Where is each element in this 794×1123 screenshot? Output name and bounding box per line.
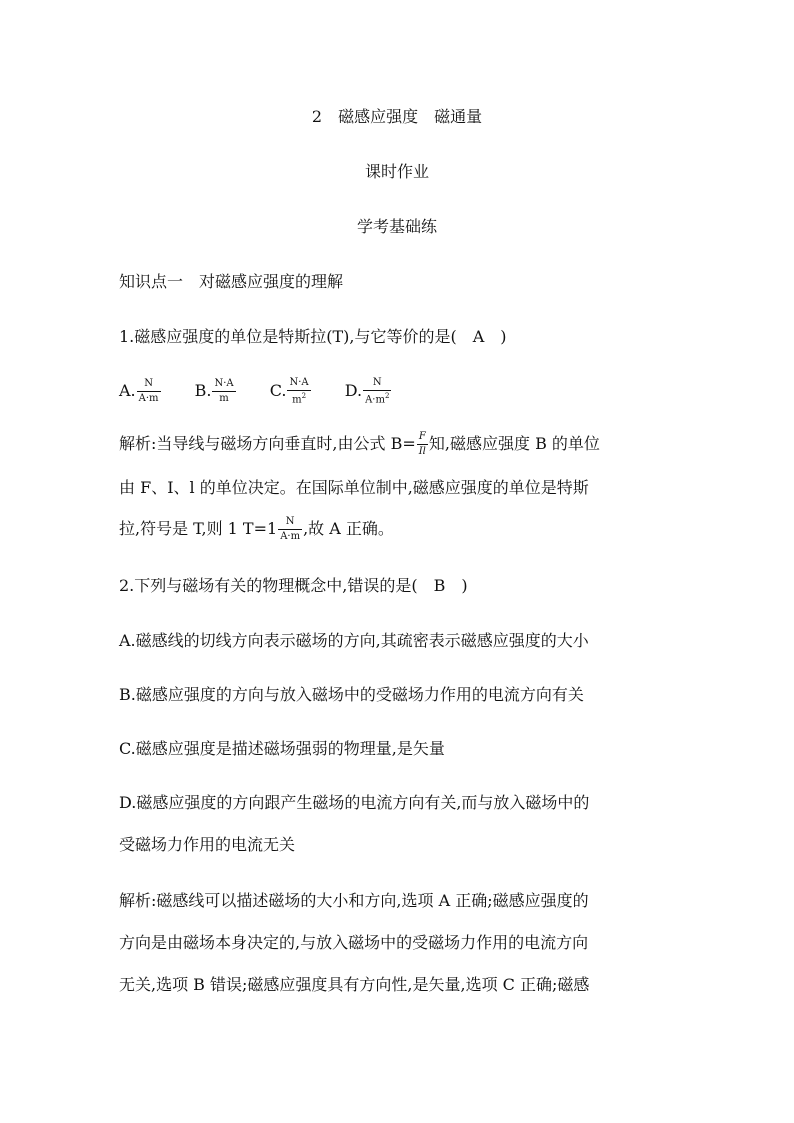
option-a: A. $\frac{N}{A\cdot m}$ [119, 378, 159, 404]
knowledge-point-heading: 知识点一 对磁感应强度的理解 [119, 272, 344, 291]
option-d: D. $\frac{N}{A\cdot m^2}$ [344, 376, 390, 406]
question-2-option-d-line-2: 受磁场力作用的电流无关 [119, 835, 296, 854]
question-2-analysis-line-3: 无关,选项 B 错误;磁感应强度具有方向性,是矢量,选项 C 正确;磁感 [119, 975, 590, 994]
option-b: B. $\frac{N\cdot A}{m}$ [194, 378, 234, 404]
question-2-option-d-line-1: D.磁感应强度的方向跟产生磁场的电流方向有关,而与放入磁场中的 [119, 793, 590, 812]
question-2-option-a: A.磁感线的切线方向表示磁场的方向,其疏密表示磁感应强度的大小 [119, 631, 589, 650]
question-1-stem: 1.磁感应强度的单位是特斯拉(T),与它等价的是( A ) [119, 327, 507, 346]
question-1-analysis-line-2: 由 F、I、l 的单位决定。在国际单位制中,磁感应强度的单位是特斯 [119, 478, 589, 497]
page-subtitle: 课时作业 [364, 162, 429, 181]
section-heading: 学考基础练 [356, 217, 437, 236]
question-2-option-b: B.磁感应强度的方向与放入磁场中的受磁场力作用的电流方向有关 [119, 685, 584, 704]
question-2-analysis-line-2: 方向是由磁场本身决定的,与放入磁场中的受磁场力作用的电流方向 [119, 933, 589, 952]
question-2-option-c: C.磁感应强度是描述磁场强弱的物理量,是矢量 [119, 739, 445, 758]
option-c: C. $\frac{N\cdot A}{m^2}$ [269, 376, 309, 406]
page-title: 2 磁感应强度 磁通量 [311, 107, 483, 126]
question-1-analysis-line-1: 解析:当导线与磁场方向垂直时,由公式 B= $\frac{F}{Il}$ 知,磁感应强度 B 的单位 [119, 431, 600, 457]
question-1-options [119, 374, 420, 408]
question-2-analysis-line-1: 解析:磁感线可以描述磁场的大小和方向,选项 A 正确;磁感应强度的 [119, 891, 589, 910]
question-1-analysis-line-3: 拉,符号是 T,则 1 T=1 $\frac{N}{A\cdot m}$ ,故 A 正确。 [119, 516, 394, 542]
question-2-stem: 2.下列与磁场有关的物理概念中,错误的是( B ) [119, 576, 468, 595]
